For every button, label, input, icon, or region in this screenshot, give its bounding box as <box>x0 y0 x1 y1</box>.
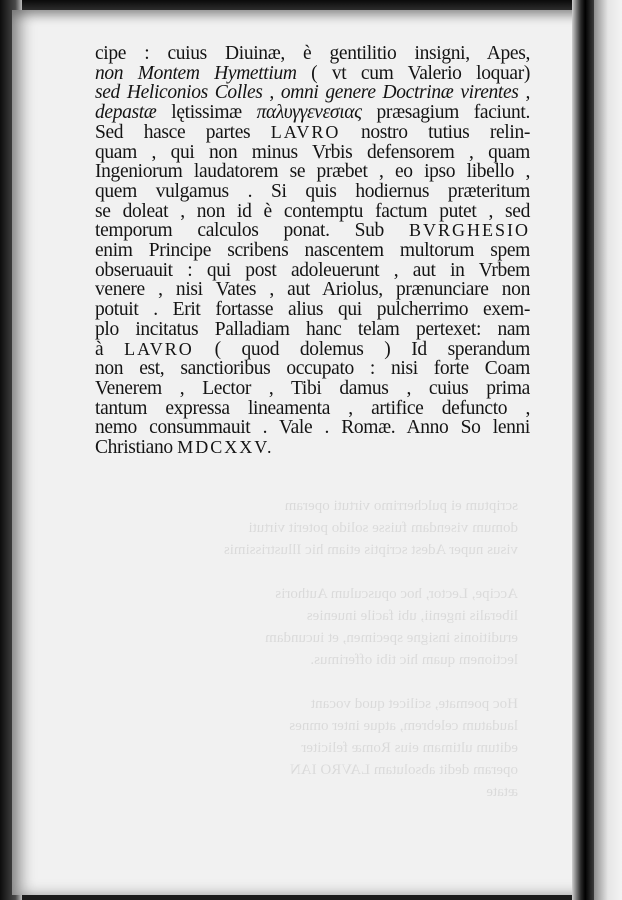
text-segment: à <box>95 338 125 360</box>
text-segment: nostro tutius relin- <box>340 121 530 143</box>
text-segment: non est, sanctioribus occupato : nisi forte Coam <box>95 358 530 380</box>
text-line <box>95 300 530 320</box>
text-line <box>95 143 530 163</box>
text-line <box>95 320 530 340</box>
text-segment: quem vulgamus . Si quis hodiernus præteritum <box>95 180 530 202</box>
text-line <box>95 261 530 281</box>
text-segment: quam , qui non minus Vrbis defensorem , quam <box>95 141 530 163</box>
text-segment: obseruauit : qui post adoleuerunt , aut in Vrbem <box>95 259 530 281</box>
text-segment: temporum calculos ponat. Sub <box>95 220 409 242</box>
text-segment: non Montem Hymettium <box>95 62 297 84</box>
text-segment: depastæ <box>95 102 157 124</box>
text-line <box>95 379 530 399</box>
text-segment: venere , nisi Vates , aut Ariolus, prænunciare non <box>95 279 530 301</box>
text-line <box>95 340 530 360</box>
text-line <box>95 103 530 123</box>
adjacent-page-edge <box>594 0 622 900</box>
text-line <box>95 399 530 419</box>
text-line <box>95 64 530 84</box>
text-line <box>95 182 530 202</box>
text-segment: BVRGHESIO <box>408 220 530 241</box>
text-line <box>95 162 530 182</box>
page-text-block <box>95 44 530 458</box>
text-segment: ( quod dolemus ) Id sperandum <box>193 338 530 360</box>
text-line <box>95 221 530 241</box>
text-segment: tantum expressa lineamenta , artifice defuncto , <box>95 397 530 419</box>
text-line <box>95 418 530 438</box>
text-line <box>95 359 530 379</box>
text-segment: Sed hasce partes <box>95 121 271 143</box>
text-line <box>95 241 530 261</box>
text-segment: Christiano <box>95 437 178 459</box>
text-segment: MDCXXV. <box>177 437 274 458</box>
text-segment: Ingeniorum laudatorem se præbet , eo ipso libello , <box>95 161 530 183</box>
text-segment: παλυγγενεσιας <box>256 102 362 124</box>
text-segment: cipe : cuius Diuinæ, è gentilitio insigni, Apes, <box>95 43 530 64</box>
text-segment: LAVRO <box>270 121 341 142</box>
text-line <box>95 83 530 103</box>
text-segment: potuit . Erit fortasse alius qui pulcherrimo exem- <box>95 299 530 321</box>
text-line <box>95 202 530 222</box>
text-segment: sed Heliconios Colles , omni genere Doctrinæ virentes , <box>95 82 530 104</box>
text-line <box>95 280 530 300</box>
text-segment: præsagium faciunt. <box>361 102 530 124</box>
book-gutter <box>572 0 594 900</box>
text-line <box>95 123 530 143</box>
text-segment: se doleat , non id è contemptu factum putet , sed <box>95 200 530 222</box>
text-segment: LAVRO <box>124 338 194 359</box>
text-segment: lętissimæ <box>156 102 257 124</box>
text-line <box>95 438 530 458</box>
text-segment: plo incitatus Palladiam hanc telam pertexet: nam <box>95 318 530 340</box>
text-line <box>95 44 530 64</box>
text-segment: ( vt cum Valerio loquar) <box>296 62 530 84</box>
text-segment: enim Principe scribens nascentem multorum spem <box>95 240 530 262</box>
text-segment: Venerem , Lector , Tibi damus , cuius prima <box>95 377 530 399</box>
text-segment: nemo consummauit . Vale . Romæ. Anno So lenni <box>95 417 530 439</box>
